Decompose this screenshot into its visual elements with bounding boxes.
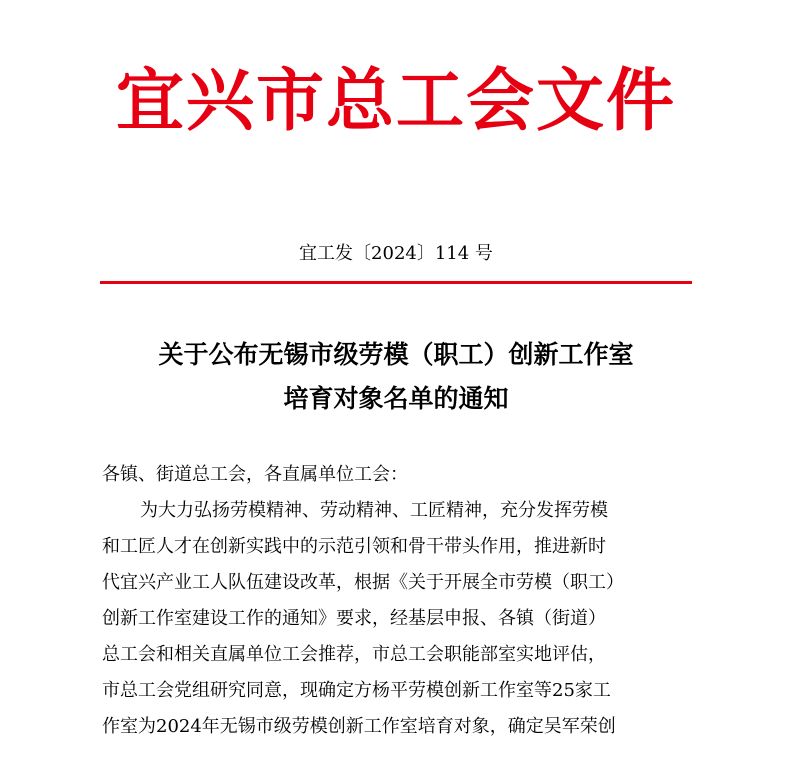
salutation: 各镇、街道总工会，各直属单位工会： <box>102 464 408 485</box>
body-line: 代宜兴产业工人队伍建设改革，根据《关于开展全市劳模（职工） <box>102 572 624 593</box>
body-line: 创新工作室建设工作的通知》要求，经基层申报、各镇（街道） <box>102 608 606 629</box>
document-title <box>100 333 692 421</box>
body-line: 作室为2024年无锡市级劳模创新工作室培育对象，确定吴军荣创 <box>102 716 616 737</box>
issuer-masthead: 宜兴市总工会文件 <box>115 62 676 141</box>
title-line-2: 培育对象名单的通知 <box>283 384 509 413</box>
document-number: 宜工发〔2024〕114 号 <box>299 243 493 264</box>
body-line: 总工会和相关直属单位工会推荐，市总工会职能部室实地评估， <box>102 644 606 665</box>
body-line: 为大力弘扬劳模精神、劳动精神、工匠精神，充分发挥劳模 <box>140 500 608 521</box>
body-line: 市总工会党组研究同意，现确定方杨平劳模创新工作室等25家工 <box>102 680 611 701</box>
body-line: 和工匠人才在创新实践中的示范引领和骨干带头作用，推进新时 <box>102 536 606 557</box>
title-line-1: 关于公布无锡市级劳模（职工）创新工作室 <box>158 340 634 369</box>
document-body <box>102 457 702 745</box>
red-divider-line <box>100 281 692 284</box>
